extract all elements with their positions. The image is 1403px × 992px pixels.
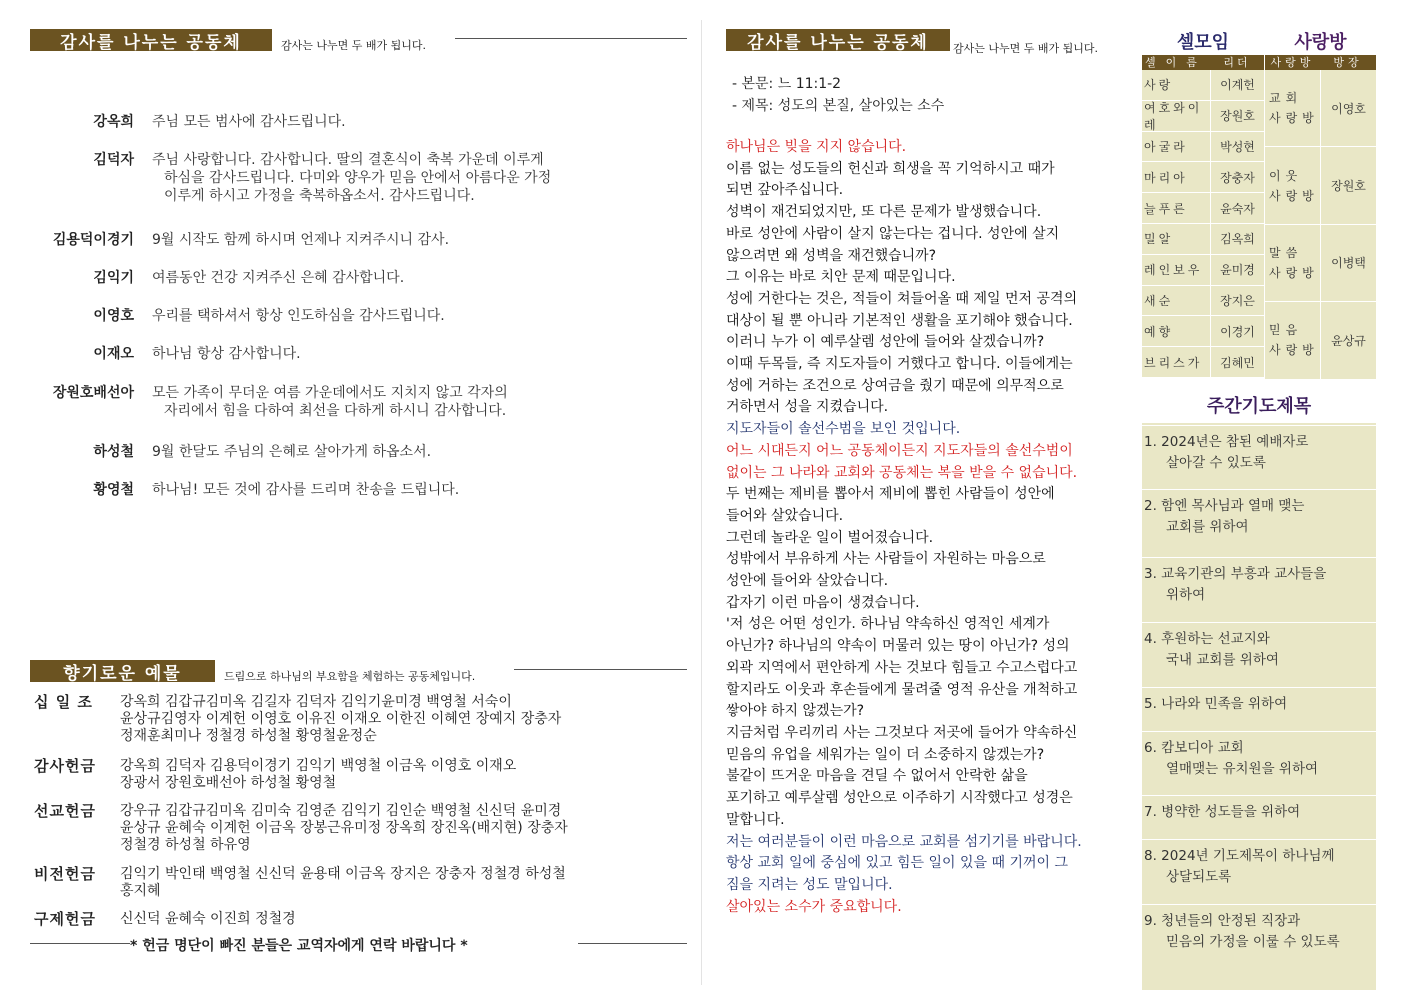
sermon-line: 그 이유는 바로 치안 문제 때문입니다. bbox=[726, 269, 956, 286]
thanks-message-line: 하나님 항상 감사합니다. bbox=[152, 346, 301, 362]
love-room-name: 말씀 사랑방 bbox=[1269, 245, 1319, 280]
sermon-line: 그런데 놀라운 일이 벌어졌습니다. bbox=[726, 529, 934, 546]
sermon-line: 않으려면 왜 성벽을 재건했습니까? bbox=[726, 247, 937, 264]
thanks-message-line: 주님 사랑합니다. 감사합니다. 딸의 결혼식이 축복 가운데 이루게 bbox=[152, 152, 544, 168]
offering-names bbox=[120, 758, 690, 792]
love-title: 사랑방 bbox=[1294, 32, 1347, 53]
thanks-message-line: 여름동안 건강 지켜주신 은혜 감사합니다. bbox=[152, 270, 405, 286]
thanks-message bbox=[152, 481, 672, 499]
prayer-item-line: 믿음의 가정을 이룰 수 있도록 bbox=[1166, 934, 1340, 950]
love-name-header: 사랑방 bbox=[1270, 56, 1315, 69]
offering-names-line: 홍지혜 bbox=[120, 883, 161, 899]
love-table bbox=[1265, 55, 1376, 380]
offering-tagline: 드림으로 하나님의 부요함을 체험하는 공동체입니다. bbox=[224, 670, 476, 683]
sermon-line: 할지라도 이웃과 후손들에게 물려줄 영적 유산을 개척하고 bbox=[726, 681, 1078, 698]
prayer-item-line: 살아갈 수 있도록 bbox=[1166, 455, 1266, 471]
cell-row bbox=[1142, 286, 1264, 317]
cell-row bbox=[1142, 224, 1264, 255]
thanks-tagline: 감사는 나누면 두 배가 됩니다. bbox=[281, 39, 426, 52]
thanks-message bbox=[152, 443, 672, 461]
love-room-name: 이웃 사랑방 bbox=[1269, 168, 1319, 203]
thanks-banner: 감사를 나누는 공동체 bbox=[30, 29, 272, 51]
prayer-item bbox=[1142, 622, 1376, 671]
prayer-item-line: 4. 후원하는 선교지와 bbox=[1144, 631, 1270, 647]
offering-label: 구제헌금 bbox=[34, 910, 96, 928]
sermon-line: 쌓아야 하지 않겠는가? bbox=[726, 703, 865, 720]
thanks-message-line: 하심을 감사드립니다. 다미와 양우가 믿음 안에서 아름다운 가정 bbox=[164, 170, 552, 186]
sermon-line: 들어와 살았습니다. bbox=[726, 507, 844, 524]
cell-name: 밀알 bbox=[1144, 232, 1174, 247]
cell-row bbox=[1142, 132, 1264, 163]
thanks-name: 하성철 bbox=[93, 444, 134, 460]
thanks-message-line: 하나님! 모든 것에 감사를 드리며 찬송을 드립니다. bbox=[152, 482, 460, 498]
sermon-line: 이러니 누가 이 예루살렘 성안에 들어와 살겠습니까? bbox=[726, 334, 1045, 351]
offering-label: 선교헌금 bbox=[34, 802, 96, 820]
cell-row bbox=[1142, 347, 1264, 378]
thanks-message bbox=[152, 307, 672, 325]
thanks-name: 이영호 bbox=[93, 308, 134, 324]
thanks-name: 강옥희 bbox=[93, 114, 134, 130]
thanks-message-line: 주님 모든 범사에 감사드립니다. bbox=[152, 114, 346, 130]
cell-row bbox=[1142, 193, 1264, 224]
thanks-name: 장원호배선아 bbox=[52, 385, 134, 401]
prayer-item bbox=[1142, 839, 1376, 888]
sermon-line: 저는 여러분들이 이런 마음으로 교회를 섬기기를 바랍니다. bbox=[726, 833, 1082, 850]
prayer-item-line: 2. 함엔 목사님과 열매 맺는 bbox=[1144, 498, 1305, 514]
sermon-line: 어느 시대든지 어느 공동체이든지 지도자들의 솔선수범이 bbox=[726, 442, 1073, 459]
cell-row bbox=[1142, 162, 1264, 193]
divider-line bbox=[514, 669, 687, 670]
love-room-leader: 윤상규 bbox=[1320, 302, 1376, 378]
sermon-line: 바로 성안에 사람이 살지 않는다는 겁니다. 성안에 살지 bbox=[726, 225, 1060, 242]
thanks-message bbox=[152, 151, 672, 205]
love-room-row bbox=[1265, 70, 1376, 147]
divider-line bbox=[578, 943, 687, 944]
thanks-message bbox=[152, 231, 672, 249]
cell-row bbox=[1142, 316, 1264, 347]
love-room-row bbox=[1265, 147, 1376, 224]
prayer-item-line: 교회를 위하여 bbox=[1166, 519, 1249, 535]
prayer-item-line: 열매맺는 유치원을 위하여 bbox=[1166, 761, 1319, 777]
cell-leader: 김옥희 bbox=[1210, 224, 1264, 254]
sermon-line: '저 성은 어떤 성인가. 하나님 약속하신 영적인 세계가 bbox=[726, 616, 1050, 633]
offering-names-line: 강옥희 김갑규김미옥 김길자 김덕자 김익기윤미경 백영철 서숙이 bbox=[120, 694, 512, 710]
cell-leader: 박성현 bbox=[1210, 132, 1264, 162]
scripture-reference: - 본문: 느 11:1-2 bbox=[732, 76, 842, 92]
thanks-message-line: 9월 시작도 함께 하시며 언제나 지켜주시니 감사. bbox=[152, 232, 450, 248]
cell-row bbox=[1142, 101, 1264, 132]
prayer-item bbox=[1142, 489, 1376, 538]
cell-leader: 이계헌 bbox=[1210, 70, 1264, 100]
sermon-line: 갑자기 이런 마음이 생겼습니다. bbox=[726, 594, 920, 611]
sermon-line: 아닌가? 하나님의 약속이 머물러 있는 땅이 아닌가? 성의 bbox=[726, 638, 1070, 655]
thanks-name: 김용덕이경기 bbox=[52, 232, 134, 248]
offering-names bbox=[120, 803, 690, 854]
prayer-item-line: 6. 캄보디아 교회 bbox=[1144, 740, 1244, 756]
prayer-item bbox=[1142, 557, 1376, 606]
sermon-line: 두 번째는 제비를 뽑아서 제비에 뽑힌 사람들이 성안에 bbox=[726, 486, 1055, 503]
sermon-line: 지도자들이 솔선수범을 보인 것입니다. bbox=[726, 421, 961, 438]
cell-table bbox=[1142, 55, 1264, 378]
prayer-item-line: 9. 청년들의 안정된 직장과 bbox=[1144, 913, 1301, 929]
thanks-message-line: 이루게 하시고 가정을 축복하옵소서. 감사드립니다. bbox=[164, 188, 475, 204]
sermon-line: 성안에 들어와 살았습니다. bbox=[726, 573, 889, 590]
love-room-leader: 이병택 bbox=[1320, 225, 1376, 301]
cell-leader-header: 리더 bbox=[1223, 56, 1251, 69]
cell-leader: 김혜민 bbox=[1210, 347, 1264, 377]
sermon-body bbox=[726, 137, 1138, 918]
offering-names-line: 신신덕 윤혜숙 이진희 정철경 bbox=[120, 911, 296, 927]
sermon-line: 성밖에서 부유하게 사는 사람들이 자원하는 마음으로 bbox=[726, 551, 1046, 568]
prayer-item bbox=[1142, 795, 1376, 823]
cell-row bbox=[1142, 70, 1264, 101]
love-room-name: 믿음 사랑방 bbox=[1269, 323, 1319, 358]
sermon-line: 성벽이 재건되었지만, 또 다른 문제가 발생했습니다. bbox=[726, 204, 1042, 221]
cell-leader: 윤미경 bbox=[1210, 255, 1264, 285]
offering-label: 비전헌금 bbox=[34, 865, 96, 883]
sermon-line: 성에 거한다는 것은, 적들이 쳐들어올 때 제일 먼저 공격의 bbox=[726, 290, 1078, 307]
offering-names-line: 김익기 박인태 백영철 신신덕 윤용태 이금옥 장지은 장충자 정철경 하성철 bbox=[120, 866, 566, 882]
prayer-item bbox=[1142, 687, 1376, 715]
sermon-line: 대상이 될 뿐 아니라 기본적인 생활을 포기해야 했습니다. bbox=[726, 312, 1073, 329]
thanks-message bbox=[152, 384, 672, 420]
cell-name: 예향 bbox=[1144, 324, 1174, 339]
prayer-item-line: 8. 2024년 기도제목이 하나님께 bbox=[1144, 848, 1335, 864]
prayer-item-line: 5. 나라와 민족을 위하여 bbox=[1144, 696, 1288, 712]
thanks-message-line: 우리를 택하셔서 항상 인도하심을 감사드립니다. bbox=[152, 308, 445, 324]
love-room-row bbox=[1265, 302, 1376, 379]
sermon-line: 말합니다. bbox=[726, 811, 785, 828]
cell-leader: 윤숙자 bbox=[1210, 193, 1264, 223]
love-table-header bbox=[1265, 55, 1376, 70]
offering-names-line: 윤상규김영자 이계헌 이영호 이유진 이재오 이한진 이혜연 장예지 장충자 bbox=[120, 711, 562, 727]
offering-names-line: 정재훈최미나 정철경 하성철 황영철윤정순 bbox=[120, 728, 377, 744]
cell-name: 늘푸른 bbox=[1144, 201, 1188, 216]
thanks-message-line: 자리에서 힘을 다하여 최선을 다하게 하시니 감사합니다. bbox=[164, 403, 507, 419]
sermon-line: 포기하고 예루살렘 성안으로 이주하기 시작했다고 성경은 bbox=[726, 790, 1073, 807]
cell-name-header: 셀이름 bbox=[1145, 56, 1207, 69]
prayer-title: 주간기도제목 bbox=[1206, 396, 1312, 417]
prayer-item-line: 1. 2024년은 참된 예배자로 bbox=[1144, 434, 1309, 450]
love-room-leader: 이영호 bbox=[1320, 70, 1376, 146]
cell-leader: 장원호 bbox=[1210, 101, 1264, 131]
cell-name: 아굴라 bbox=[1144, 139, 1188, 154]
prayer-item-line: 3. 교육기관의 부흥과 교사들을 bbox=[1144, 566, 1327, 582]
cell-name: 여호와이레 bbox=[1144, 100, 1203, 132]
prayer-item bbox=[1142, 425, 1376, 474]
prayer-list bbox=[1142, 423, 1376, 990]
love-room-row bbox=[1265, 225, 1376, 302]
sermon-line: 불같이 뜨거운 마음을 견딜 수 없어서 안락한 삶을 bbox=[726, 768, 1028, 785]
cell-row bbox=[1142, 255, 1264, 286]
sermon-line: 되면 갚아주십니다. bbox=[726, 182, 844, 199]
divider-line bbox=[30, 943, 130, 944]
divider-line bbox=[455, 38, 687, 39]
thanks-name: 황영철 bbox=[93, 482, 134, 498]
offering-footnote: * 헌금 명단이 빠진 분들은 교역자에게 연락 바랍니다 * bbox=[130, 938, 468, 954]
love-room-leader: 장원호 bbox=[1320, 147, 1376, 223]
sermon-line: 성에 거하는 조건으로 상여금을 줬기 때문에 의무적으로 bbox=[726, 377, 1064, 394]
cell-leader: 장지은 bbox=[1210, 286, 1264, 316]
prayer-item-line: 상달되도록 bbox=[1166, 869, 1232, 885]
thanks-message bbox=[152, 269, 672, 287]
cell-table-header bbox=[1142, 55, 1264, 70]
cell-name: 레인보우 bbox=[1144, 263, 1203, 278]
cell-title: 셀모임 bbox=[1176, 32, 1230, 53]
prayer-item-line: 7. 병약한 성도들을 위하여 bbox=[1144, 804, 1301, 820]
cell-leader: 이경기 bbox=[1210, 316, 1264, 346]
sermon-line: 짐을 지려는 성도 말입니다. bbox=[726, 876, 893, 893]
cell-name: 사랑 bbox=[1144, 78, 1174, 93]
offering-names bbox=[120, 911, 690, 928]
offering-label: 감사헌금 bbox=[34, 757, 96, 775]
offering-label: 십 일 조 bbox=[34, 693, 93, 711]
sermon-line: 하나님은 빚을 지지 않습니다. bbox=[726, 139, 907, 155]
thanks-name: 김덕자 bbox=[93, 152, 134, 168]
sermon-line: 이름 없는 성도들의 헌신과 희생을 꼭 기억하시고 때가 bbox=[726, 160, 1055, 177]
offering-names-line: 장광서 장원호배선아 하성철 황영철 bbox=[120, 775, 337, 791]
cell-name: 마리아 bbox=[1144, 170, 1188, 185]
cell-leader: 장충자 bbox=[1210, 162, 1264, 192]
sermon-line: 거하면서 성을 지켰습니다. bbox=[726, 399, 889, 416]
sermon-line: 살아있는 소수가 중요합니다. bbox=[726, 898, 902, 915]
offering-banner: 향기로운 예물 bbox=[30, 660, 215, 682]
sermon-line: 이때 두목들, 즉 지도자들이 거했다고 합니다. 이들에게는 bbox=[726, 356, 1073, 373]
prayer-item bbox=[1142, 904, 1376, 953]
offering-names bbox=[120, 694, 690, 745]
offering-names-line: 정철경 하성철 하유영 bbox=[120, 837, 251, 853]
thanks-message bbox=[152, 113, 672, 131]
sermon-tagline: 감사는 나누면 두 배가 됩니다. bbox=[953, 42, 1098, 55]
love-room-name: 교회 사랑방 bbox=[1269, 91, 1319, 126]
sermon-line: 믿음의 유업을 세워가는 일이 더 소중하지 않겠는가? bbox=[726, 746, 1045, 763]
prayer-item-line: 위하여 bbox=[1166, 587, 1206, 603]
offering-names-line: 강우규 김갑규김미옥 김미숙 김영준 김익기 김인순 백영철 신신덕 윤미경 bbox=[120, 803, 562, 819]
sermon-line: 없이는 그 나라와 교회와 공동체는 복을 받을 수 없습니다. bbox=[726, 464, 1078, 481]
page-fold bbox=[701, 20, 702, 985]
sermon-banner: 감사를 나누는 공동체 bbox=[726, 29, 950, 51]
offering-names-line: 윤상규 윤혜숙 이계헌 이금옥 장봉근유미정 장옥희 장진옥(배지현) 장충자 bbox=[120, 820, 568, 836]
sermon-line: 지금처럼 우리끼리 사는 그것보다 저곳에 들어가 약속하신 bbox=[726, 724, 1078, 741]
prayer-item bbox=[1142, 731, 1376, 780]
thanks-name: 이재오 bbox=[93, 346, 134, 362]
sermon-title: - 제목: 성도의 본질, 살아있는 소수 bbox=[732, 98, 945, 114]
cell-name: 브리스가 bbox=[1144, 355, 1203, 370]
sermon-line: 외곽 지역에서 편안하게 사는 것보다 힘들고 수고스럽다고 bbox=[726, 659, 1078, 676]
cell-name: 새순 bbox=[1144, 293, 1174, 308]
sermon-line: 항상 교회 일에 중심에 있고 힘든 일이 있을 때 기꺼이 그 bbox=[726, 855, 1069, 872]
thanks-message-line: 9월 한달도 주님의 은혜로 살아가게 하옵소서. bbox=[152, 444, 432, 460]
thanks-message bbox=[152, 345, 672, 363]
offering-names-line: 강옥희 김덕자 김용덕이경기 김익기 백영철 이금옥 이영호 이재오 bbox=[120, 758, 517, 774]
offering-names bbox=[120, 866, 690, 900]
thanks-message-line: 모든 가족이 무더운 여름 가운데에서도 지치지 않고 각자의 bbox=[152, 385, 508, 401]
prayer-item-line: 국내 교회를 위하여 bbox=[1166, 652, 1279, 668]
thanks-name: 김익기 bbox=[93, 270, 134, 286]
love-leader-header: 방장 bbox=[1333, 56, 1363, 69]
